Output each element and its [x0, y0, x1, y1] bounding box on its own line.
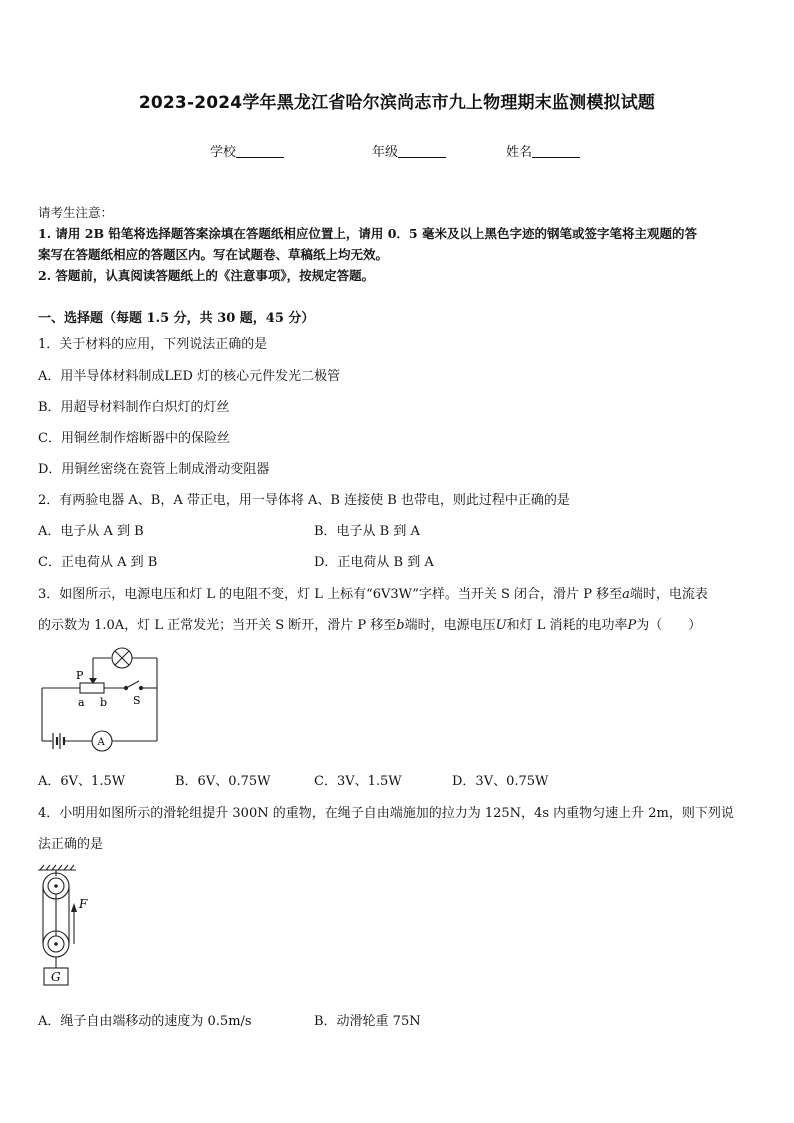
- rheostat-icon: [80, 683, 104, 693]
- q1-option-c[interactable]: C．用铜丝制作熔断器中的保险丝: [38, 431, 230, 446]
- q4-stem-line1: 4．小明用如图所示的滑轮组提升 300N 的重物，在绳子自由端施加的拉力为 125N，4s 内重物匀速上升 2m，则下列说: [38, 806, 734, 821]
- q4-stem-line2: 法正确的是: [38, 837, 104, 852]
- name-label: 姓名: [506, 145, 533, 160]
- school-field: [210, 141, 284, 160]
- notice-item1-line2: 案写在答题纸相应的答题区内。写在试题卷、草稿纸上均无效。: [38, 247, 389, 262]
- q3-stem-line2: [38, 614, 701, 633]
- label-s: S: [133, 694, 141, 707]
- q3-line2-mid2: 和灯 L 消耗的电功率: [506, 618, 628, 633]
- q3-var-b: b: [396, 618, 405, 633]
- switch-icon: [126, 681, 139, 688]
- label-a: a: [78, 696, 85, 709]
- school-blank[interactable]: [236, 144, 284, 158]
- battery-icon: [53, 733, 64, 749]
- q4-pulley-diagram: [34, 864, 104, 990]
- grade-field: [372, 141, 446, 160]
- q2-option-a[interactable]: A．电子从 A 到 B: [38, 524, 144, 539]
- q3-line2-tail: 为（ ）: [636, 618, 702, 633]
- q3-var-p: P: [627, 618, 637, 633]
- label-g: G: [51, 970, 61, 984]
- q3-line2-mid: 端时，电源电压: [404, 618, 496, 633]
- q4-option-a[interactable]: A．绳子自由端移动的速度为 0.5m/s: [38, 1014, 252, 1029]
- q1-stem: 1．关于材料的应用，下列说法正确的是: [38, 337, 268, 352]
- q1-option-d[interactable]: D．用铜丝密绕在瓷管上制成滑动变阻器: [38, 462, 270, 477]
- label-b: b: [100, 696, 108, 709]
- page-title: 2023-2024学年黑龙江省哈尔滨尚志市九上物理期末监测模拟试题: [138, 93, 656, 113]
- notice-item1-line1: 1. 请用 2B 铅笔将选择题答案涂填在答题纸相应位置上，请用 0．5 毫米及以上黑色字迹的钢笔或签字笔将主观题的答: [38, 226, 697, 241]
- q1-option-a[interactable]: A．用半导体材料制成LED 灯的核心元件发光二极管: [38, 369, 341, 384]
- q3-var-u: U: [495, 618, 507, 633]
- q3-option-a[interactable]: A．6V、1.5W: [38, 774, 126, 789]
- q3-line2-text: 的示数为 1.0A，灯 L 正常发光；当开关 S 断开，滑片 P 移至: [38, 618, 397, 633]
- q1-option-b[interactable]: B．用超导材料制作白炽灯的灯丝: [38, 400, 230, 415]
- name-blank[interactable]: [532, 144, 580, 158]
- q3-option-d[interactable]: D．3V、0.75W: [452, 774, 549, 789]
- school-label: 学校: [210, 145, 237, 160]
- notice-item2: 2. 答题前，认真阅读答题纸上的《注意事项》，按规定答题。: [38, 268, 375, 283]
- q3-line1-text: 3．如图所示，电源电压和灯 L 的电阻不变，灯 L 上标有“6V3W”字样。当开关 S 闭合，滑片 P 移至: [38, 587, 623, 602]
- q3-option-b[interactable]: B．6V、0.75W: [175, 774, 271, 789]
- label-p: P: [76, 669, 84, 682]
- q2-option-c[interactable]: C．正电荷从 A 到 B: [38, 555, 158, 570]
- q2-option-d[interactable]: D．正电荷从 B 到 A: [314, 555, 434, 570]
- notice-heading: 请考生注意：: [38, 205, 114, 220]
- grade-label: 年级: [372, 145, 399, 160]
- label-f: F: [79, 897, 88, 911]
- q3-var-a: a: [622, 587, 630, 602]
- q2-stem: 2．有两验电器 A、B，A 带正电，用一导体将 A、B 连接使 B 也带电，则此过程中正确的是: [38, 493, 570, 508]
- q4-option-b[interactable]: B．动滑轮重 75N: [314, 1014, 421, 1029]
- q3-option-c[interactable]: C．3V、1.5W: [314, 774, 402, 789]
- q3-line1-tail: 端时，电流表: [629, 587, 708, 602]
- q2-option-b[interactable]: B．电子从 B 到 A: [314, 524, 420, 539]
- label-ammeter: A: [97, 737, 105, 748]
- name-field: [506, 141, 580, 160]
- section1-heading: 一、选择题（每题 1.5 分，共 30 题，45 分）: [38, 311, 315, 326]
- q3-stem-line1: [38, 583, 708, 602]
- q3-circuit-diagram: [36, 646, 166, 754]
- force-arrow-icon: [71, 903, 77, 912]
- grade-blank[interactable]: [398, 144, 446, 158]
